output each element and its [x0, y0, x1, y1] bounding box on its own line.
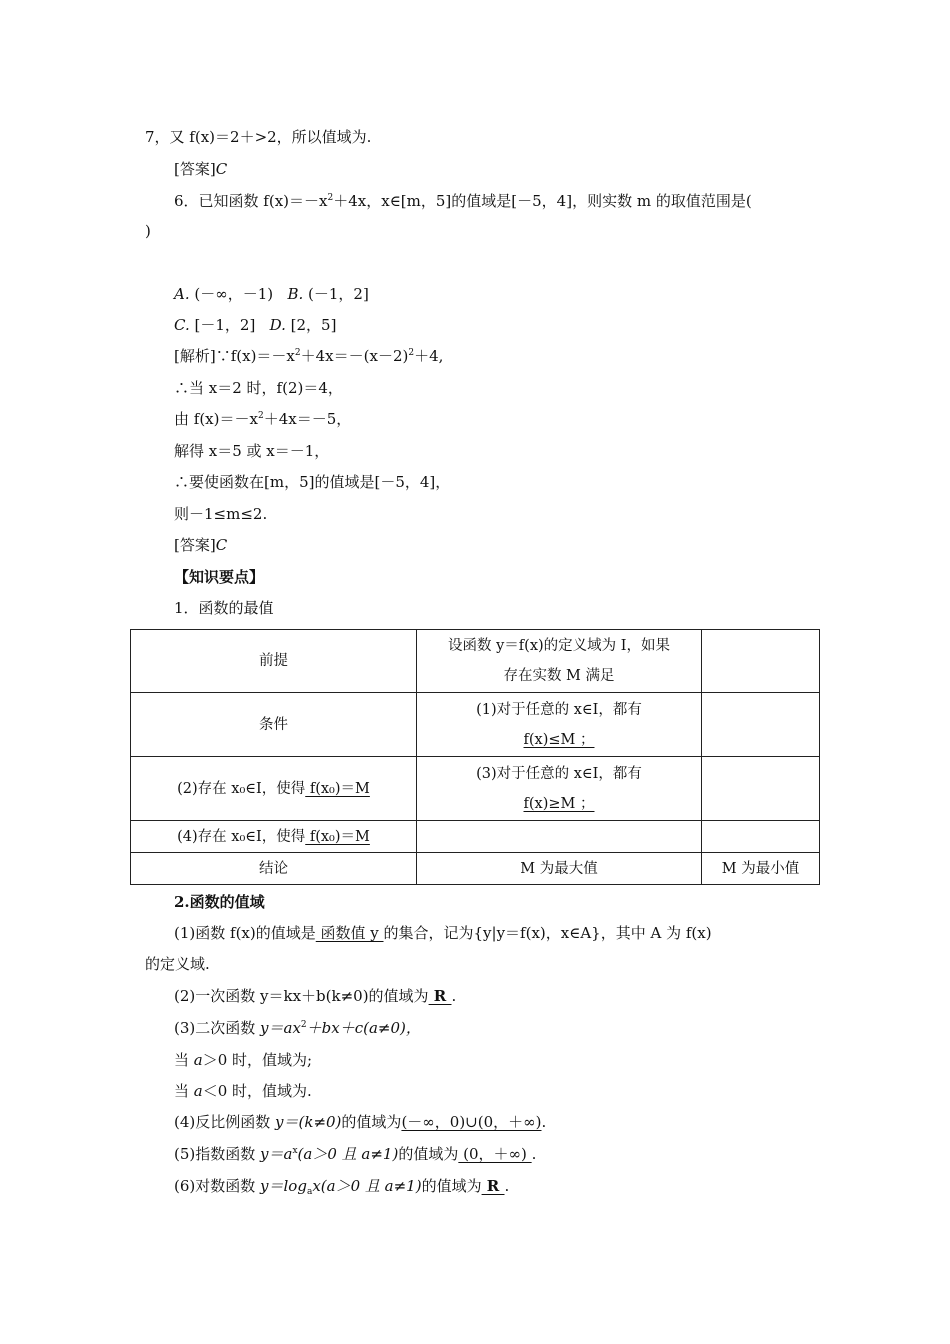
table-row [131, 693, 820, 757]
solution-line: ∴当 x＝2 时，f(2)＝4， [174, 379, 343, 397]
table-cell: (2)存在 x₀∈I，使得 f(x₀)＝M [131, 757, 417, 821]
value-range-line: (3)二次函数 $y=ax^2+bx+c(a\ne 0)$， [174, 1019, 421, 1037]
table-cell: (3)对于任意的 x∈I，都有 f(x)≥M ； [417, 757, 702, 821]
table-row [131, 757, 820, 821]
value-range-line: 的定义域. [145, 955, 210, 973]
table-cell [702, 630, 820, 693]
table-cell: M 为最小值 [702, 853, 820, 885]
subsection-title: 1．函数的最值 [174, 599, 274, 617]
table-cell: 设函数 y＝f(x)的定义域为 I，如果 存在实数 M 满足 [417, 630, 702, 693]
table-cell: (4)存在 x₀∈I，使得 f(x₀)＝M [131, 821, 417, 853]
value-range-line: (6)对数函数 $y=\log_ax(a>0$ 且 a≠1)的值域为 R . [174, 1177, 510, 1197]
table-row [131, 853, 820, 885]
table-cell: M 为最大值 [417, 853, 702, 885]
solution-line: ∴要使函数在[m，5]的值域是[－5，4]， [174, 473, 451, 491]
value-range-line: 当 a＜0 时，值域为. [174, 1082, 312, 1100]
value-range-line: (1)函数 f(x)的值域是 函数值 y 的集合，记为{y|y＝f(x)，x∈A}，其中 A 为 f(x) [174, 924, 712, 942]
options-ab: A. (－∞，－1) B. (－1，2] [174, 285, 369, 303]
table-cell: 结论 [131, 853, 417, 885]
value-range-line: 当 a＞0 时，值域为; [174, 1051, 313, 1069]
section-title: 【知识要点】 [174, 568, 265, 586]
answer-line: [答案]C [174, 160, 228, 178]
table-cell [417, 821, 702, 853]
table-row [131, 630, 820, 693]
value-range-line: (2)一次函数 y＝kx＋b(k≠0)的值域为 R . [174, 987, 457, 1005]
solution-line: 解得 x＝5 或 x＝－1， [174, 442, 330, 460]
value-range-line: (5)指数函数 $y=a^x(a>0$ 且 a≠1)的值域为 (0，＋∞) . [174, 1145, 537, 1163]
table-cell [702, 693, 820, 757]
solution-line: [解析]$\because f(x)=-x^2+4x=-(x-2)^2+4$, [174, 347, 444, 365]
question-6-close: ) [145, 222, 151, 240]
table-cell: (1)对于任意的 x∈I，都有 f(x)≤M ； [417, 693, 702, 757]
table-cell: 条件 [131, 693, 417, 757]
options-cd: C. [－1，2] D. [2，5] [174, 316, 337, 334]
table-cell [702, 821, 820, 853]
solution-line: 则－1≤m≤2. [174, 505, 268, 523]
table-cell: 前提 [131, 630, 417, 693]
extremum-table [130, 629, 820, 885]
value-range-line: (4)反比例函数 y＝(k≠0)的值域为(－∞，0)∪(0，＋∞). [174, 1113, 547, 1131]
subsection-title: 2.函数的值域 [174, 893, 265, 911]
solution-line: 由 $f(x)=-x^2+4x=-5$， [174, 410, 352, 428]
answer-line: [答案]C [174, 536, 228, 554]
text-line: 7，又 f(x)＝2＋>2，所以值域为. [145, 128, 372, 146]
question-6: 6．已知函数 $f(x)=-x^2+4x$，x∈[m，5]的值域是[－5，4]，则实数 m 的取值范围是( [174, 192, 752, 210]
table-row [131, 821, 820, 853]
table-cell [702, 757, 820, 821]
